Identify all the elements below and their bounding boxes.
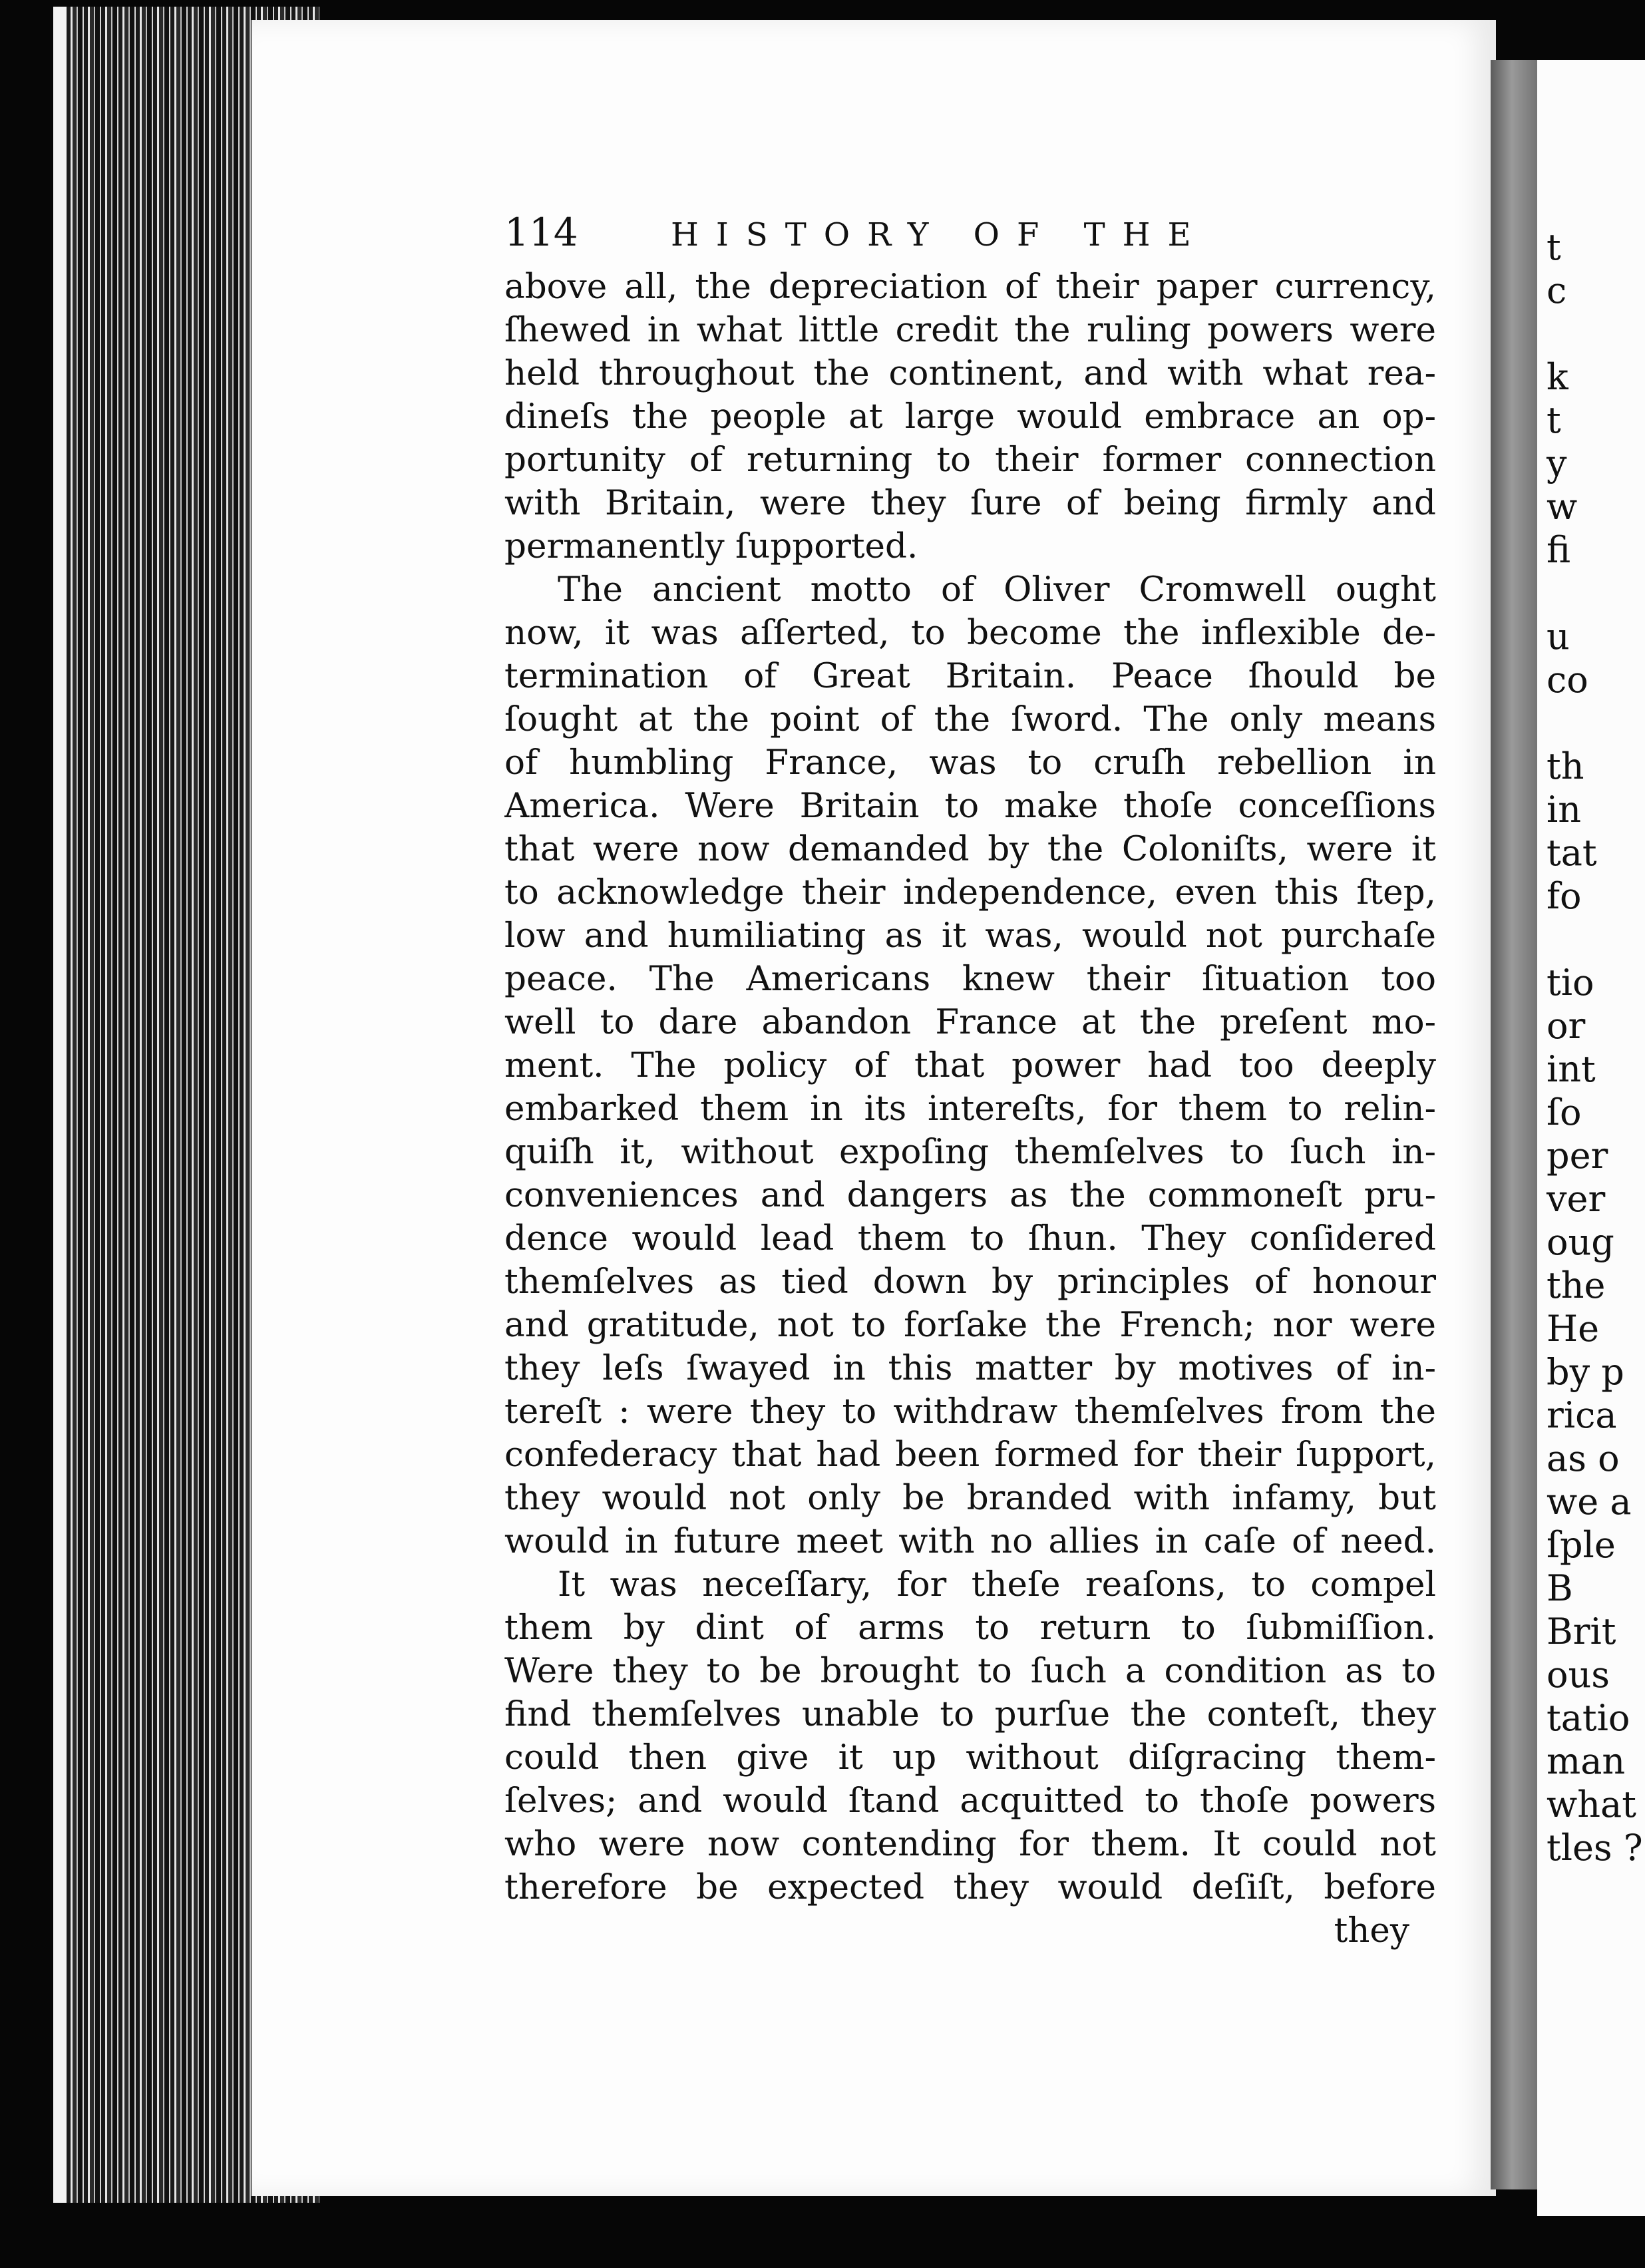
facing-page-fragment: by p xyxy=(1547,1351,1624,1393)
running-title: HISTORY OF THE xyxy=(671,216,1208,254)
text-line: above all, the depreciation of their paper currency, xyxy=(504,267,1436,307)
facing-page-fragment: Brit xyxy=(1547,1610,1616,1652)
text-line: peace. The Americans knew their ſituation too xyxy=(504,959,1436,999)
facing-page-fragment: B xyxy=(1547,1567,1573,1609)
text-line: confederacy that had been formed for their ſupport, xyxy=(504,1435,1436,1475)
text-line: dineſs the people at large would embrace an op- xyxy=(504,397,1436,437)
text-line: they would not only be branded with infamy, but xyxy=(504,1478,1436,1518)
facing-page-fragment: fi xyxy=(1547,529,1571,571)
gutter-shadow xyxy=(1491,60,1544,2189)
text-line: embarked them in its intereſts, for them to relin- xyxy=(504,1089,1436,1129)
text-line: quiſh it, without expoſing themſelves to ſuch in- xyxy=(504,1132,1436,1172)
text-line: therefore be expected they would deſiſt, before xyxy=(504,1867,1436,1907)
text-line: they leſs ſwayed in this matter by motives of in- xyxy=(504,1348,1436,1388)
facing-page-fragment: tat xyxy=(1547,832,1597,874)
facing-page-fragment: ſple xyxy=(1547,1524,1616,1566)
text-line: of humbling France, was to cruſh rebellion in xyxy=(504,743,1436,783)
facing-page-fragment: fo xyxy=(1547,875,1582,917)
facing-page-fragment: k xyxy=(1547,356,1568,398)
text-line: termination of Great Britain. Peace ſhould be xyxy=(504,656,1436,696)
facing-page-fragment: th xyxy=(1547,745,1584,787)
facing-page-fragment: what xyxy=(1547,1784,1636,1825)
text-line: them by dint of arms to return to ſubmiſſion. xyxy=(504,1608,1436,1648)
facing-page-fragment: ver xyxy=(1547,1178,1606,1220)
text-line: portunity of returning to their former connection xyxy=(504,440,1436,480)
text-line: tereſt : were they to withdraw themſelves from the xyxy=(504,1392,1436,1431)
facing-page-fragment: the xyxy=(1547,1264,1606,1306)
text-line: to acknowledge their independence, even this ſtep, xyxy=(504,872,1436,912)
text-line: ment. The policy of that power had too deeply xyxy=(504,1045,1436,1085)
facing-page-fragment: rica xyxy=(1547,1394,1617,1436)
facing-page-fragment: as o xyxy=(1547,1437,1620,1479)
facing-page-fragment: c xyxy=(1547,270,1567,311)
facing-page-fragment: t xyxy=(1547,399,1561,441)
facing-page-fragment: ſo xyxy=(1547,1091,1582,1133)
text-line: ſelves; and would ſtand acquitted to thoſe powers xyxy=(504,1781,1436,1821)
text-line: Were they to be brought to ſuch a condition as to xyxy=(504,1651,1436,1691)
body-text xyxy=(504,266,1436,1953)
text-line: ſought at the point of the ſword. The only means xyxy=(504,699,1436,739)
text-line: now, it was aſſerted, to become the inflexible de- xyxy=(504,613,1436,653)
text-line: would in future meet with no allies in caſe of need. xyxy=(504,1521,1436,1561)
text-line: dence would lead them to ſhun. They conſidered xyxy=(504,1219,1436,1258)
page-number: 114 xyxy=(504,210,578,255)
facing-page-fragment: tio xyxy=(1547,962,1594,1004)
facing-page-fragment: u xyxy=(1547,616,1570,658)
facing-page xyxy=(1537,60,1645,2216)
running-head xyxy=(504,210,1436,263)
facing-page-fragment: t xyxy=(1547,226,1561,268)
facing-page-fragment: in xyxy=(1547,789,1582,831)
facing-page-fragment: w xyxy=(1547,486,1578,528)
facing-page-fragment: oug xyxy=(1547,1221,1614,1263)
facing-page-fragment: per xyxy=(1547,1135,1608,1177)
text-line: America. Were Britain to make thoſe conceſſions xyxy=(504,786,1436,826)
facing-page-fragment: tatio xyxy=(1547,1697,1630,1739)
facing-page-fragment: y xyxy=(1547,443,1567,484)
text-line: held throughout the continent, and with what rea- xyxy=(504,353,1436,393)
text-line: themſelves as tied down by principles of honour xyxy=(504,1262,1436,1302)
text-line: find themſelves unable to purſue the conteſt, they xyxy=(504,1694,1436,1734)
text-line: could then give it up without diſgracing them- xyxy=(504,1738,1436,1778)
text-line: It was neceſſary, for theſe reaſons, to compel xyxy=(558,1565,1436,1605)
text-line: conveniences and dangers as the commoneſt pru- xyxy=(504,1175,1436,1215)
text-line: The ancient motto of Oliver Cromwell ought xyxy=(558,570,1436,610)
facing-page-fragment: man xyxy=(1547,1740,1626,1782)
text-block xyxy=(504,210,1436,1953)
catchword: they xyxy=(1334,1911,1409,1951)
facing-page-fragment: tles ? xyxy=(1547,1827,1643,1869)
text-line: with Britain, were they ſure of being firmly and xyxy=(504,483,1436,523)
text-line: who were now contending for them. It could not xyxy=(504,1824,1436,1864)
facing-page-fragment: He xyxy=(1547,1308,1600,1350)
facing-page-fragment: ous xyxy=(1547,1654,1610,1696)
facing-page-fragment: or xyxy=(1547,1005,1586,1047)
facing-page-fragment: co xyxy=(1547,659,1588,701)
text-line: that were now demanded by the Coloniſts, were it xyxy=(504,829,1436,869)
text-line: and gratitude, not to forſake the French; nor were xyxy=(504,1305,1436,1345)
text-line: ſhewed in what little credit the ruling powers were xyxy=(504,310,1436,350)
text-line: permanently ſupported. xyxy=(504,526,918,566)
text-line: low and humiliating as it was, would not purchaſe xyxy=(504,916,1436,956)
facing-page-fragment: we a xyxy=(1547,1481,1632,1523)
facing-page-fragment: int xyxy=(1547,1048,1596,1090)
text-line: well to dare abandon France at the preſent mo- xyxy=(504,1002,1436,1042)
